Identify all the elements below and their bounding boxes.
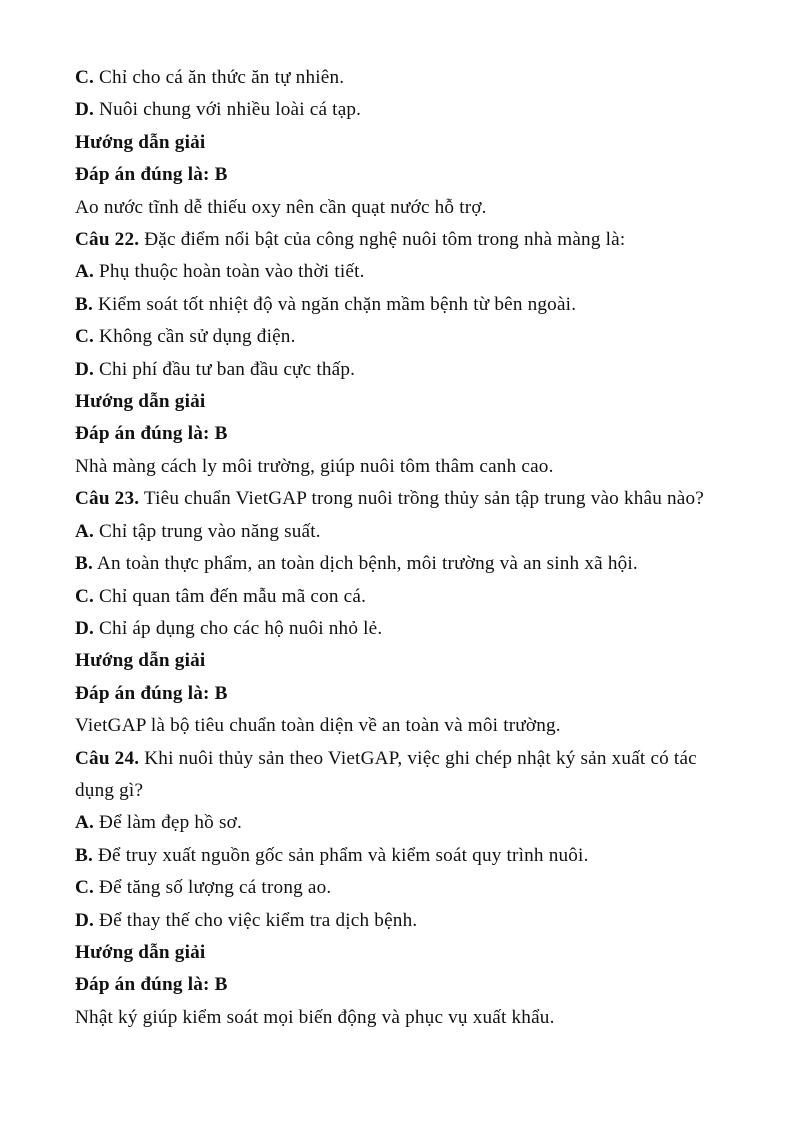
q24-guide-heading-text: Hướng dẫn giải — [75, 941, 206, 963]
q22-answer — [75, 418, 723, 450]
q23-option-b-label: B. — [75, 553, 93, 575]
q21-answer-text: Đáp án đúng là: B — [75, 164, 228, 186]
q23-option-c-label: C. — [75, 585, 95, 607]
q24-explanation-text: Nhật ký giúp kiểm soát mọi biến động và phục vụ xuất khẩu. — [75, 1006, 555, 1028]
q22-guide-heading — [75, 386, 723, 418]
q23-guide-heading — [75, 645, 723, 677]
q21-option-c-label: C. — [75, 67, 95, 88]
q22-question — [75, 224, 723, 256]
q21-answer — [75, 159, 723, 191]
q24-option-b-text: Để truy xuất nguồn gốc sản phẩm và kiểm soát quy trình nuôi. — [97, 844, 589, 866]
q23-option-a-text: Chỉ tập trung vào năng suất. — [99, 520, 321, 542]
q24-option-c-text: Để tăng số lượng cá trong ao. — [99, 877, 332, 899]
q23-option-d — [75, 613, 723, 645]
q23-question-text: Tiêu chuẩn VietGAP trong nuôi trồng thủy sản tập trung vào khâu nào? — [143, 488, 704, 510]
q22-explanation — [75, 451, 723, 483]
q21-explanation-text: Ao nước tĩnh dễ thiếu oxy nên cần quạt nước hỗ trợ. — [75, 196, 487, 218]
q22-answer-text: Đáp án đúng là: B — [75, 423, 228, 445]
q23-answer — [75, 678, 723, 710]
q24-option-a-text: Để làm đẹp hồ sơ. — [99, 812, 242, 834]
document-body — [75, 62, 723, 1034]
q22-option-a-label: A. — [75, 261, 95, 283]
q21-option-c — [75, 62, 723, 94]
q24-option-d-label: D. — [75, 909, 95, 931]
q23-explanation-text: VietGAP là bộ tiêu chuẩn toàn diện về an toàn và môi trường. — [75, 715, 561, 737]
q24-option-d — [75, 905, 723, 937]
q22-explanation-text: Nhà màng cách ly môi trường, giúp nuôi tôm thâm canh cao. — [75, 455, 554, 477]
q24-question-label: Câu 24. — [75, 747, 140, 769]
q24-guide-heading — [75, 937, 723, 969]
q21-guide-heading-text: Hướng dẫn giải — [75, 131, 206, 153]
q23-option-b — [75, 548, 723, 580]
q24-answer-text: Đáp án đúng là: B — [75, 974, 228, 996]
q22-option-d-label: D. — [75, 358, 95, 380]
q23-guide-heading-text: Hướng dẫn giải — [75, 650, 206, 672]
q22-option-d-text: Chi phí đầu tư ban đầu cực thấp. — [99, 358, 356, 380]
q23-question — [75, 483, 723, 515]
q22-question-label: Câu 22. — [75, 229, 140, 251]
q22-option-d — [75, 354, 723, 386]
q24-option-c-label: C. — [75, 877, 95, 899]
q21-option-c-text: Chỉ cho cá ăn thức ăn tự nhiên. — [99, 67, 345, 88]
q24-answer — [75, 969, 723, 1001]
q22-guide-heading-text: Hướng dẫn giải — [75, 391, 206, 413]
q21-guide-heading — [75, 127, 723, 159]
q23-option-c-text: Chỉ quan tâm đến mẫu mã con cá. — [99, 585, 367, 607]
q22-option-c-label: C. — [75, 326, 95, 348]
q24-option-b — [75, 840, 723, 872]
q23-option-a — [75, 516, 723, 548]
q22-option-b-label: B. — [75, 293, 93, 315]
q23-option-d-label: D. — [75, 617, 95, 639]
q24-option-a-label: A. — [75, 812, 95, 834]
q24-option-a — [75, 807, 723, 839]
q24-option-c — [75, 872, 723, 904]
q23-answer-text: Đáp án đúng là: B — [75, 682, 228, 704]
q21-explanation — [75, 192, 723, 224]
q21-option-d — [75, 94, 723, 126]
q24-question — [75, 743, 723, 808]
q23-option-a-label: A. — [75, 520, 95, 542]
q21-option-d-text: Nuôi chung với nhiều loài cá tạp. — [99, 99, 362, 121]
q22-option-c-text: Không cần sử dụng điện. — [99, 326, 296, 348]
q23-option-c — [75, 581, 723, 613]
q22-option-b — [75, 289, 723, 321]
q24-option-b-label: B. — [75, 844, 93, 866]
q23-option-d-text: Chỉ áp dụng cho các hộ nuôi nhỏ lẻ. — [99, 617, 383, 639]
q22-question-text: Đặc điểm nổi bật của công nghệ nuôi tôm trong nhà màng là: — [144, 229, 626, 251]
q21-option-d-label: D. — [75, 99, 95, 121]
q24-explanation — [75, 1002, 723, 1034]
q24-question-text: Khi nuôi thủy sản theo VietGAP, việc ghi chép nhật ký sản xuất có tác dụng gì? — [75, 747, 697, 801]
q23-explanation — [75, 710, 723, 742]
q23-option-b-text: An toàn thực phẩm, an toàn dịch bệnh, môi trường và an sinh xã hội. — [96, 553, 638, 575]
q24-option-d-text: Để thay thế cho việc kiểm tra dịch bệnh. — [99, 909, 418, 931]
q22-option-b-text: Kiểm soát tốt nhiệt độ và ngăn chặn mầm bệnh từ bên ngoài. — [97, 293, 577, 315]
q23-question-label: Câu 23. — [75, 488, 140, 510]
q22-option-a — [75, 256, 723, 288]
q22-option-c — [75, 321, 723, 353]
q22-option-a-text: Phụ thuộc hoàn toàn vào thời tiết. — [99, 261, 365, 283]
